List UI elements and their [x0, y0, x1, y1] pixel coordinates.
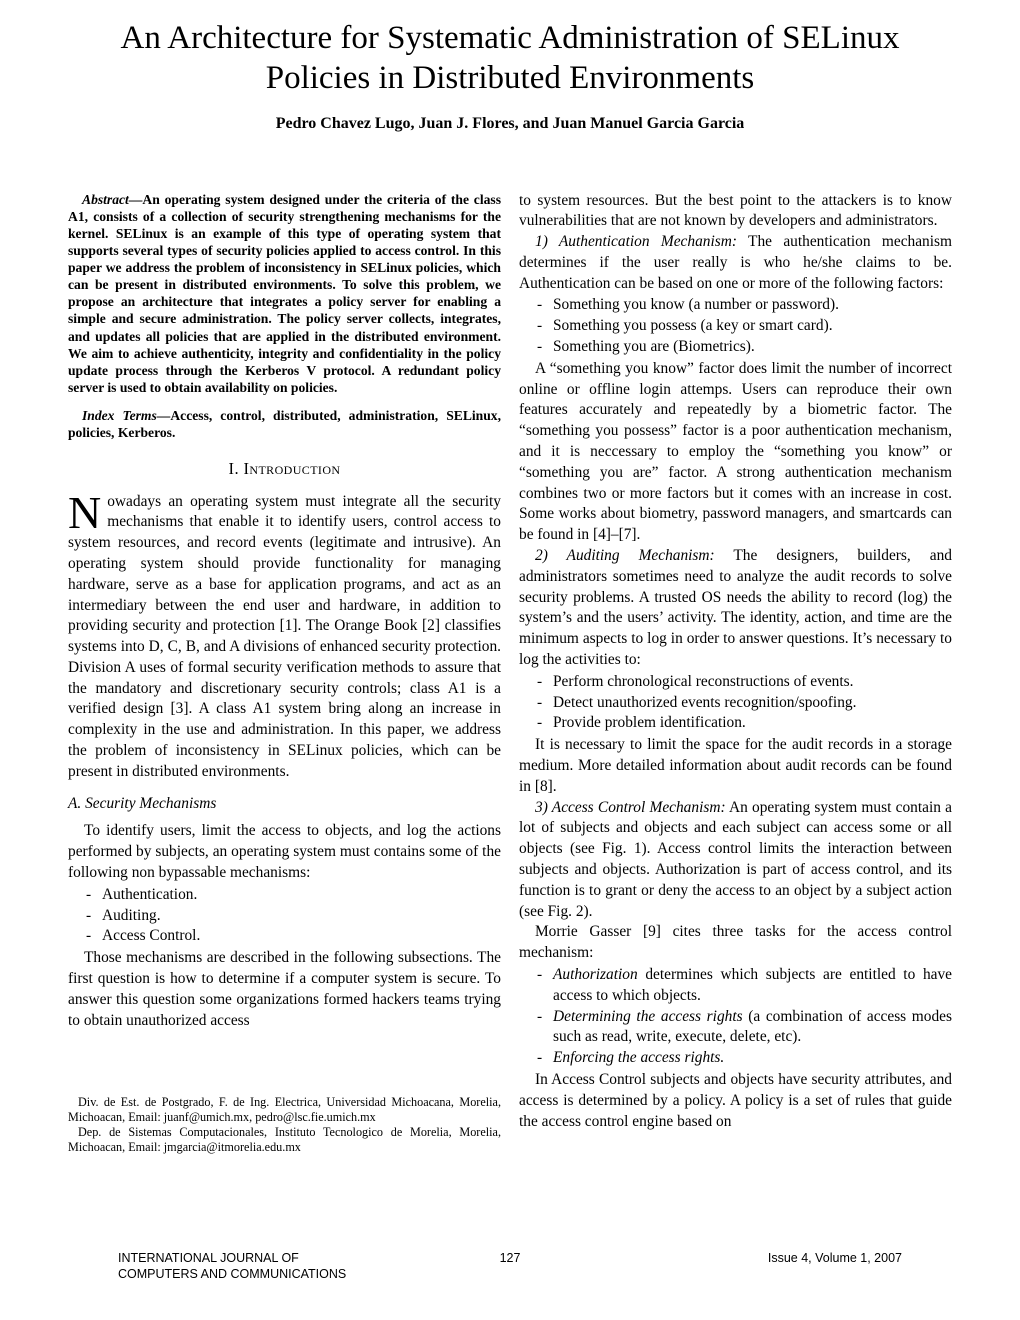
- authorization-text: determines which subjects are entitled to have access to which objects.: [553, 965, 952, 1004]
- page-footer: [0, 1250, 1020, 1283]
- access-control-mechanism-paragraph: [519, 798, 952, 923]
- intro-paragraph: [68, 486, 501, 783]
- list-item-determining-access-rights: [519, 1007, 952, 1049]
- audit-records-paragraph: It is necessary to limit the space for the audit records in a storage medium. More detailed information about audit records can be found in [8].: [519, 736, 952, 795]
- abstract-text: An operating system designed under the criteria of the class A1, consists of a collection of security strengthening mechanisms for the kernel. SELinux is an example of this type of operating system that supports several types of security policies applied to access control. In this paper we address the problem of inconsistency in SELinux policies, which can be present in distributed environments. To solve this problem, we propose an architecture that integrates a policy server for enabling a simple and secure administration. The policy server collects, integrates, and updates all policies that are applied in the distributed environment. We aim to achieve authenticity, integrity and confidentiality in the policy update process through the Kerberos V protocol. A redundant policy server is used to obtain availability on policies.: [68, 191, 501, 395]
- index-terms-text: Access, control, distributed, administration, SELinux, policies, Kerberos.: [68, 408, 501, 441]
- footer-journal-name: [118, 1250, 470, 1283]
- security-mechanisms-paragraph-1: To identify users, limit the access to objects, and log the actions performed by subjects, an operating system must contains some of the following non bypassable mechanisms:: [68, 822, 501, 882]
- enforcing-access-rights-term: Enforcing the access rights.: [553, 1049, 725, 1067]
- determining-access-rights-term: Determining the access rights: [553, 1007, 743, 1025]
- subsection-heading-security-mechanisms: A. Security Mechanisms: [68, 794, 217, 812]
- authentication-mechanism-heading: 1) Authentication Mechanism:: [535, 233, 737, 251]
- gasser-paragraph: Morrie Gasser [9] cites three tasks for the access control mechanism:: [519, 923, 952, 962]
- footnote-line-1: Div. de Est. de Postgrado, F. de Ing. Electrica, Universidad Michoacana, Morelia, Michoacan, Email: juanf@umich.mx, pedro@lsc.fie.umich.mx: [68, 1094, 501, 1124]
- access-control-mechanism-text: An operating system must contain a lot of subjects and objects and each subject can access some or all objects (see Fig. 1). Access control limits the interaction between subjects and objects. Authorization is part of access control, and its function is to grant or deny the access to an object by a subject action (see Fig. 2).: [519, 798, 952, 920]
- auditing-mechanism-heading: 2) Auditing Mechanism:: [535, 547, 715, 565]
- list-item-chronological-reconstructions: - Perform chronological reconstructions of events.: [519, 672, 952, 693]
- list-item-something-you-know: - Something you know (a number or password).: [519, 295, 952, 316]
- list-item-auditing: - Auditing.: [68, 906, 501, 927]
- list-item-access-control: - Access Control.: [68, 926, 501, 947]
- list-item-problem-identification: - Provide problem identification.: [519, 713, 952, 734]
- authentication-factors-list: [519, 295, 952, 357]
- list-item-something-you-possess: - Something you possess (a key or smart card).: [519, 316, 952, 337]
- author-affiliations-footnote: [68, 1095, 501, 1156]
- paper-header: [0, 0, 1020, 133]
- security-mechanisms-paragraph-2: Those mechanisms are described in the following subsections. The first question is how to determine if a computer system is secure. To answer this question some organizations formed hackers teams trying to obtain unauthorized access: [68, 949, 501, 1029]
- intro-paragraph-text: owadays an operating system must integrate all the security mechanisms that enable it to identify users, control access to system resources, and record events (legitimate and intrusive). An operating system should provide functionality for managing hardware, serve as a base for application programs, and act as an intermediary between the end user and hardware, in addition to providing security and protection [1]. The Orange Book [2] classifies systems into D, C, B, and A divisions of enhanced security protection. Division A uses of formal security verification methods to assure that the mandatory and discretionary security controls; class A1 is a verified design [3]. A class A1 system bring along an increase in complexity in the use and administration. In this paper, we address the problem of inconsistency in SELinux policies, which can be present in distributed environments.: [68, 492, 501, 780]
- list-item-authentication: - Authentication.: [68, 885, 501, 906]
- list-item-enforcing-access-rights: [519, 1048, 952, 1069]
- continuation-paragraph: to system resources. But the best point to the attackers is to know vulnerabilities that are not known by developers and administrators.: [519, 191, 952, 230]
- gasser-tasks-list: [519, 965, 952, 1069]
- footer-journal-line-1: INTERNATIONAL JOURNAL OF: [118, 1251, 299, 1265]
- footer-issue-info: Issue 4, Volume 1, 2007: [767, 1251, 902, 1265]
- paper-authors: Pedro Chavez Lugo, Juan J. Flores, and Juan Manuel Garcia Garcia: [275, 114, 745, 132]
- auditing-mechanism-paragraph: [519, 546, 952, 671]
- authentication-mechanism-text: The authentication mechanism determines if the user really is who he/she claims to be. Authentication can be based on one or more of the following factors:: [519, 233, 952, 292]
- list-item-something-you-are: - Something you are (Biometrics).: [519, 337, 952, 358]
- dropcap-letter: N: [68, 486, 102, 538]
- mechanisms-list: [68, 885, 501, 947]
- authorization-term: Authorization: [553, 965, 638, 983]
- security-attributes-paragraph: In Access Control subjects and objects have security attributes, and access is determined by a policy. A policy is a set of rules that guide the access control engine based on: [519, 1070, 952, 1130]
- paper-title: An Architecture for Systematic Administration of SELinux Policies in Distributed Environments: [120, 20, 900, 97]
- footer-journal-line-2: COMPUTERS AND COMMUNICATIONS: [118, 1267, 347, 1282]
- auditing-activities-list: [519, 672, 952, 734]
- auditing-mechanism-text: The designers, builders, and administrators sometimes need to analyze the audit records to solve security problems. A trusted OS needs the ability to record (log) the system’s and the users’ activity. The identity, action, and time are the minimum aspects to log in order to answer questions. It’s necessary to log the activities to:: [519, 547, 952, 669]
- authentication-discussion-paragraph: A “something you know” factor does limit the number of incorrect online or offline login attemps. Users can reproduce their own features accurately and repeatedly by a biometric factor. The “something you possess” factor is a poor authentication mechanism, and it is neccessary to employ the “something you know” or “something you are” factor. A strong authentication mechanism combines two or more factors but it comes with an increase in cost. Some works about biometry, password managers, and smartcards can be found in [4]–[7].: [519, 359, 952, 544]
- authentication-mechanism-paragraph: [519, 232, 952, 294]
- footer-page-number: 127: [499, 1251, 521, 1265]
- list-item-detect-unauthorized-events: - Detect unauthorized events recognition/spoofing.: [519, 693, 952, 714]
- right-column: [519, 191, 952, 1156]
- section-heading-introduction: I. Introduction: [228, 459, 341, 479]
- list-item-authorization: [519, 965, 952, 1007]
- abstract-paragraph: [68, 191, 501, 397]
- access-control-mechanism-heading: 3) Access Control Mechanism:: [535, 798, 726, 816]
- footnote-line-2: Dep. de Sistemas Computacionales, Instituto Tecnologico de Morelia, Morelia, Michoacan, Email: jmgarcia@itmorelia.edu.mx: [68, 1125, 501, 1155]
- two-column-body: [0, 191, 1020, 1156]
- determining-access-rights-text: (a combination of access modes such as read, write, execute, delete, etc).: [553, 1007, 952, 1046]
- index-terms-label: Index Terms—: [82, 408, 171, 423]
- left-column: [68, 191, 501, 1156]
- index-terms-paragraph: [68, 407, 501, 441]
- abstract-label: Abstract—: [82, 191, 143, 207]
